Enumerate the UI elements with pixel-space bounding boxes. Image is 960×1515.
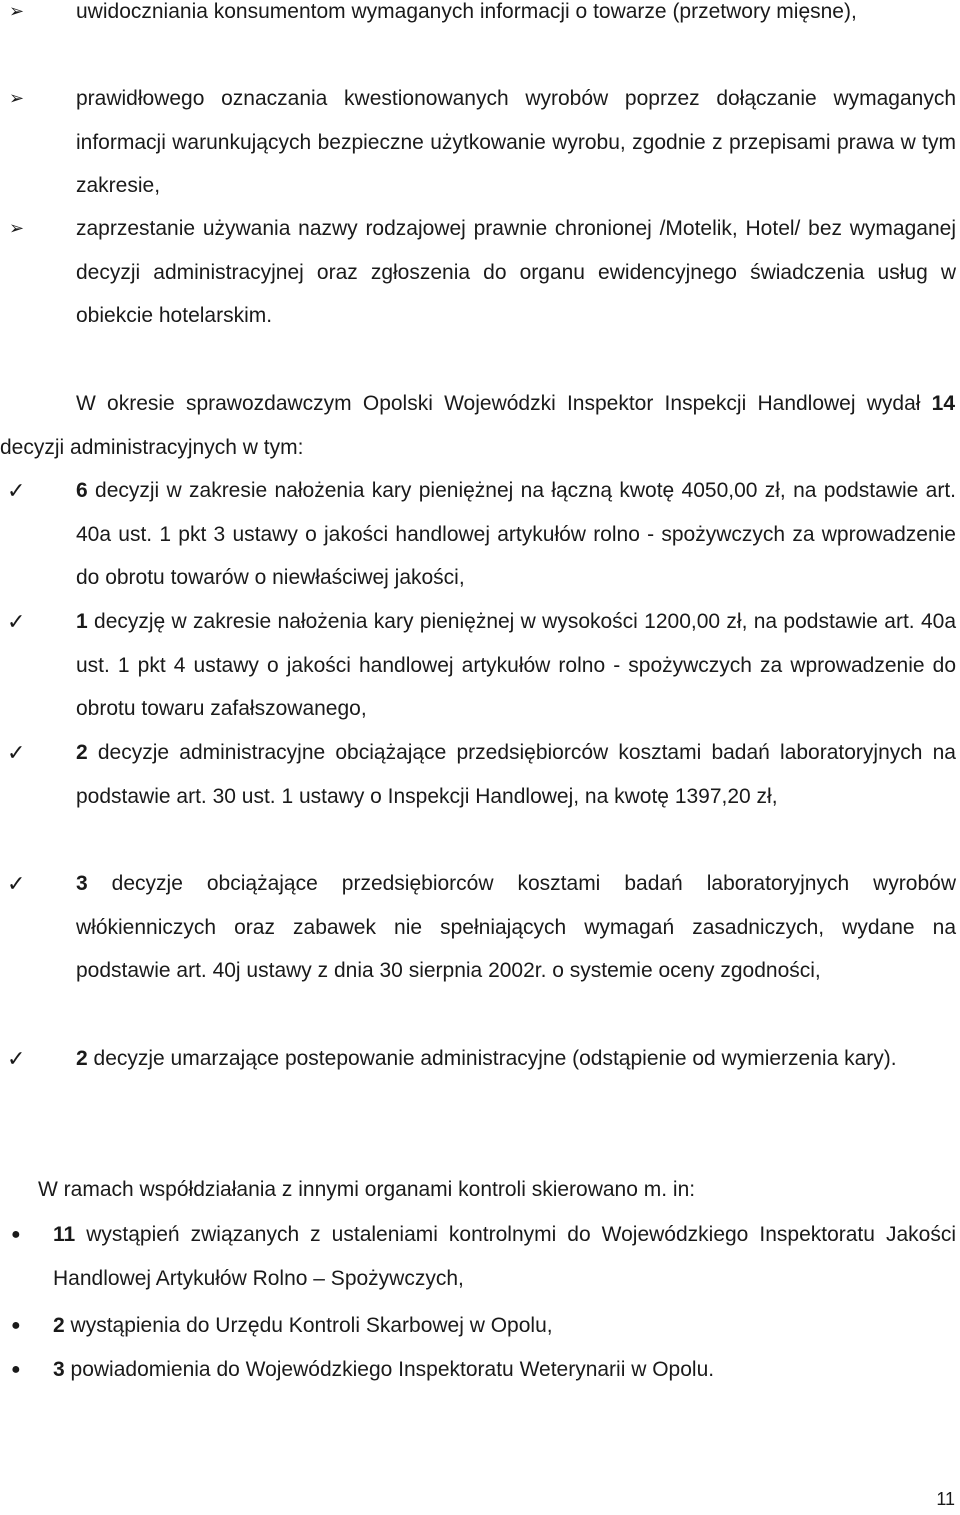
item-text: decyzje umarzające postepowanie administracyjne (odstąpienie od wymierzenia kary). [87,1047,897,1070]
item-count: 1 [76,610,88,633]
check-list-item [76,600,956,731]
checkmark-icon: ✓ [7,1046,26,1071]
arrow-list-item [76,77,956,208]
item-count: 3 [53,1358,65,1381]
item-text: wystąpienia do Urzędu Kontroli Skarbowej w Opolu, [64,1314,553,1337]
arrow-bullet-icon: ➢ [9,88,25,108]
page-number: 11 [936,1489,955,1509]
arrow-list-item [76,0,956,34]
checkmark-icon: ✓ [7,478,26,503]
item-count: 2 [76,741,88,764]
intro-text-before: W okresie sprawozdawczym Opolski Wojewódzki Inspektor Inspekcji Handlowej wydał [76,392,932,415]
arrow-list-item [76,207,956,338]
arrow-bullet-icon: ➢ [9,1,25,21]
item-count: 3 [76,872,88,895]
item-count: 2 [76,1047,88,1070]
item-text: decyzję w zakresie nałożenia kary pieniężnej w wysokości 1200,00 zł, na podstawie art. 40a ust. 1 pkt 4 ustawy o jakości handlowej artykułów rolno - spożywczych za wprowadzenie do obrotu towaru zafałszowanego, [76,610,956,721]
decision-count: 14 [931,392,955,415]
arrow-bullet-icon: ➢ [9,218,25,238]
checkmark-icon: ✓ [7,609,26,634]
round-bullet-icon: ● [11,1226,21,1243]
item-text: wystąpień związanych z ustaleniami kontrolnymi do Wojewódzkiego Inspektoratu Jakości Handlowej Artykułów Rolno – Spożywczych, [53,1223,956,1290]
cooperation-paragraph: W ramach współdziałania z innymi organami kontroli skierowano m. in: [38,1178,696,1201]
item-count: 6 [76,479,88,502]
item-text: decyzje administracyjne obciążające przedsiębiorców kosztami badań laboratoryjnych na podstawie art. 30 ust. 1 ustawy o Inspekcji Handlowej, na kwotę 1397,20 zł, [76,741,956,808]
checkmark-icon: ✓ [7,871,26,896]
checkmark-icon: ✓ [7,740,26,765]
item-text: decyzji w zakresie nałożenia kary pieniężnej na łączną kwotę 4050,00 zł, na podstawie art. 40a ust. 1 pkt 3 ustawy o jakości handlowej artykułów rolno - spożywczych za wprowadzenie do obrotu towarów o niewłaściwej jakości, [76,479,956,590]
arrow-item-text: prawidłowego oznaczania kwestionowanych wyrobów poprzez dołączanie wymaganych informacji warunkujących bezpieczne użytkowanie wyrobu, zgodnie z przepisami prawa w tym zakresie, [76,87,956,198]
check-list-item [76,469,956,600]
item-count: 11 [53,1223,76,1246]
arrow-item-text: zaprzestanie używania nazwy rodzajowej prawnie chronionej /Motelik, Hotel/ bez wymaganej decyzji administracyjnej oraz zgłoszenia do organu ewidencyjnego świadczenia usług w obiekcie hotelarskim. [76,217,956,328]
bullet-list-item [53,1213,956,1300]
check-list-item [76,862,956,993]
bullet-list-item [53,1304,956,1348]
intro-text-after: decyzji administracyjnych w tym: [0,435,304,459]
item-count: 2 [53,1314,65,1337]
round-bullet-icon: ● [11,1317,21,1334]
intro-paragraph [0,382,955,469]
item-text: powiadomienia do Wojewódzkiego Inspektoratu Weterynarii w Opolu. [64,1358,715,1381]
round-bullet-icon: ● [11,1361,21,1378]
item-text: decyzje obciążające przedsiębiorców kosztami badań laboratoryjnych wyrobów włókienniczych oraz zabawek nie spełniających wymagań zasadniczych, wydane na podstawie art. 40j ustawy z dnia 30 sierpnia 2002r. o systemie oceny zgodności, [76,872,956,983]
check-list-item [76,1037,956,1081]
check-list-item [76,731,956,818]
bullet-list-item [53,1348,956,1392]
arrow-item-text: uwidoczniania konsumentom wymaganych informacji o towarze (przetwory mięsne), [76,0,857,23]
